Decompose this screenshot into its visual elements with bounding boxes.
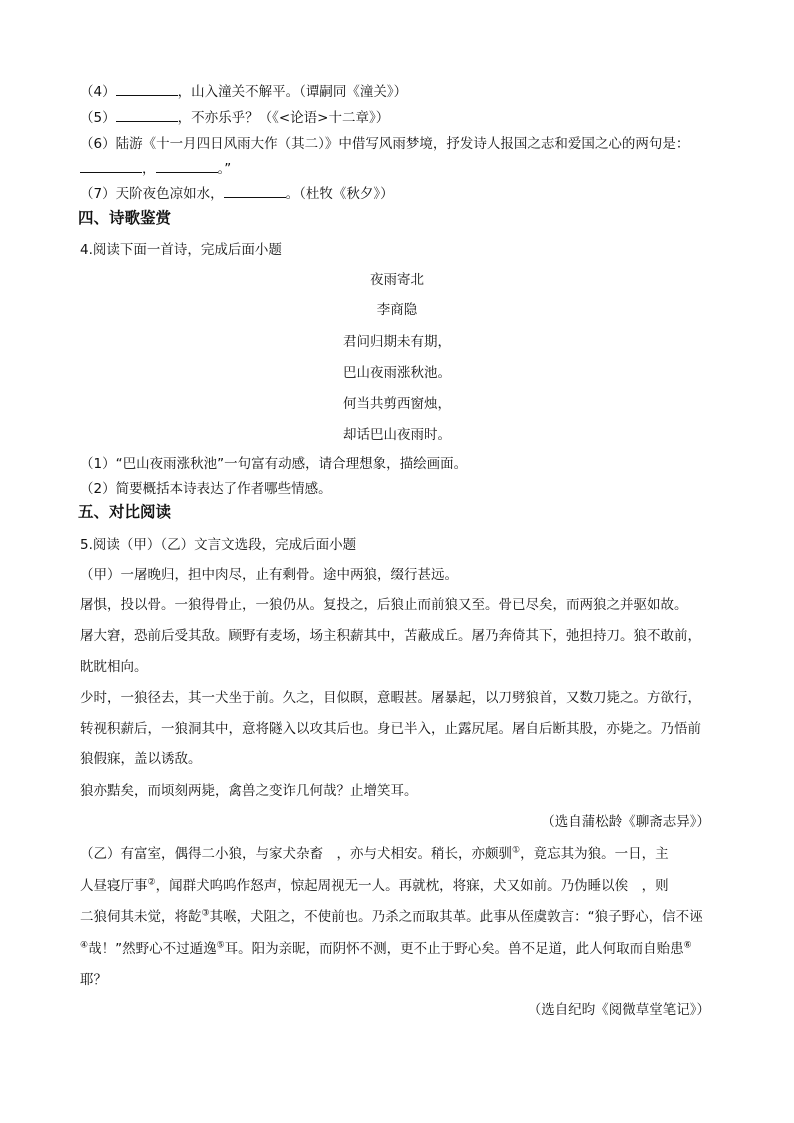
passage-jia-line: 眈眈相向。 xyxy=(80,659,148,675)
q7-line: （7）天阶夜色凉如水， 。（杜牧《秋夕》） xyxy=(80,186,394,202)
passage-jia-line: 狼假寐，盖以诱敌。 xyxy=(80,751,202,767)
passage-jia-line: 狼亦黠矣，而顷刻两毙，禽兽之变诈几何哉？止增笑耳。 xyxy=(80,783,418,799)
footnote-marker[interactable]: ① xyxy=(512,845,521,856)
passage-jia-line: 少时，一狼径去，其一犬坐于前。久之，目似瞑，意暇甚。屠暴起，以刀劈狼首，又数刀毙之。方欲行， xyxy=(80,690,701,706)
sub-question: （2）简要概括本诗表达了作者哪些情感。 xyxy=(80,481,332,497)
source-citation: （选自蒲松龄《聊斋志异》） xyxy=(541,814,710,830)
q4-line: （4） ，山入潼关不解平。（谭嗣同《潼关》） xyxy=(80,84,408,100)
passage-yi-line: （乙）有富室，偶得二小狼，与家犬杂畜 ，亦与犬相安。稍长，亦颇驯①，竟忘其为狼。一日，主 xyxy=(80,845,669,862)
answer-blank[interactable] xyxy=(80,161,142,173)
answer-blank[interactable] xyxy=(116,110,178,122)
section-heading: 四、诗歌鉴赏 xyxy=(78,209,172,227)
poem-title: 夜雨寄北 xyxy=(370,272,424,288)
footnote-marker[interactable]: ② xyxy=(147,877,156,888)
footnote-marker[interactable]: ⑥ xyxy=(683,940,692,951)
passage-jia-line: 转视积薪后，一狼洞其中，意将隧入以攻其后也。身已半入，止露尻尾。屠自后断其股，亦毙之。乃悟前 xyxy=(80,721,701,737)
q5-line: （5） ，不亦乐乎？（《<论语>十二章》） xyxy=(80,110,390,126)
passage-jia-line: （甲）一屠晚归，担中肉尽，止有剩骨。途中两狼，缀行甚远。 xyxy=(80,567,458,583)
question-intro: 5.阅读（甲）（乙）文言文选段，完成后面小题 xyxy=(80,537,357,553)
poem-author: 李商隐 xyxy=(376,302,418,318)
passage-yi-line: 人昼寝厅事②，闻群犬呜呜作怒声，惊起周视无一人。再就枕，将寐，犬又如前。乃伪睡以俟 ，则 xyxy=(80,877,669,894)
poem-line: 巴山夜雨涨秋池。 xyxy=(343,365,451,381)
question-intro: 4.阅读下面一首诗，完成后面小题 xyxy=(80,242,282,258)
footnote-marker[interactable]: ③ xyxy=(201,908,210,919)
poem-line: 何当共剪西窗烛， xyxy=(343,396,451,412)
source-citation: （选自纪昀《阅微草堂笔记》） xyxy=(527,1002,710,1018)
answer-blank[interactable] xyxy=(224,186,286,198)
poem-line: 君问归期未有期， xyxy=(343,334,451,350)
footnote-marker[interactable]: ④ xyxy=(80,940,89,951)
passage-yi-line: ④哉！”然野心不过遁逸⑤耳。阳为亲昵，而阴怀不测，更不止于野心矣。兽不足道，此人何取而自贻患⑥ xyxy=(80,940,692,957)
passage-jia-line: 屠惧，投以骨。一狼得骨止，一狼仍从。复投之，后狼止而前狼又至。骨已尽矣，而两狼之并驱如故。 xyxy=(80,597,688,613)
q6-blanks: ， 。” xyxy=(80,157,231,177)
section-heading: 五、对比阅读 xyxy=(78,503,172,521)
footnote-marker[interactable]: ⑤ xyxy=(216,940,225,951)
passage-yi-line: 耶？ xyxy=(80,972,107,988)
answer-blank[interactable] xyxy=(116,84,178,96)
passage-jia-line: 屠大窘，恐前后受其敌。顾野有麦场，场主积薪其中，苫蔽成丘。屠乃奔倚其下，弛担持刀。狼不敢前， xyxy=(80,628,701,644)
passage-yi-line: 二狼伺其未觉，将龁③其喉，犬阻之，不使前也。乃杀之而取其革。此事从侄虞敦言：“狼子野心，信不诬 xyxy=(80,908,703,925)
poem-line: 却话巴山夜雨时。 xyxy=(343,427,451,443)
answer-blank[interactable] xyxy=(156,161,218,173)
q6-line: （6）陆游《十一月四日风雨大作（其二）》中借写风雨梦境，抒发诗人报国之志和爱国之心的两句是： xyxy=(80,136,690,152)
sub-question: （1）“巴山夜雨涨秋池”一句富有动感，请合理想象，描绘画面。 xyxy=(80,456,468,472)
